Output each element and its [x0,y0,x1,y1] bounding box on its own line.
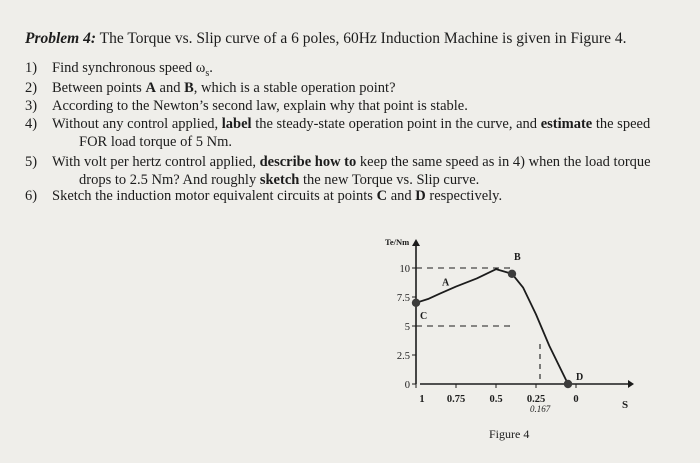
question-number: 6) [25,188,38,204]
x-tick-label: 1 [419,394,425,405]
question-number: 1) [25,60,38,76]
point-b [508,270,516,278]
question-text-part: Sketch the induction motor equivalent circuits at points [52,188,377,204]
point-c [412,299,420,307]
question-text-part: , which is a stable operation point? [193,80,396,96]
question-text-part: ω [195,60,206,76]
question-text-part: Find synchronous speed [52,60,196,76]
question-text-part: . [209,60,213,76]
figure-caption: Figure 4 [489,427,530,441]
x-tick-label: 0.5 [489,394,503,405]
question-text-part: B [184,80,194,96]
question-text-part: keep the same speed as in 4) when the load torque [356,154,651,170]
y-tick-label: 0 [404,380,410,391]
slip-annotation: 0.167 [530,404,551,414]
point-label: B [514,251,521,263]
question-text-part: sketch [259,172,300,188]
question-number: 5) [25,154,38,170]
x-axis-label: S [622,399,629,411]
question-text-part: C [376,188,388,204]
point-label: C [420,310,428,322]
y-tick-label: 5 [404,322,410,333]
problem-label: Problem 4: [25,30,97,47]
question-text-part: According to the Newton’s second law, explain why that point is stable. [52,98,468,114]
question-number: 3) [25,98,38,114]
point-label: A [442,277,450,289]
question-text-part: describe how to [259,154,357,170]
question-number: 4) [25,116,38,132]
question-text-part: s [205,67,210,79]
question-text-part: D [415,188,426,204]
y-axis-label: Te/Nm [385,237,410,247]
question-text-part: With volt per hertz control applied, [52,154,260,170]
y-axis-arrow-icon [412,239,420,246]
question-text-part: Without any control applied, [52,116,222,132]
question-text-part: the speed [592,116,651,132]
question-text-part: label [221,116,252,132]
torque-slip-curve [416,269,568,384]
question-text-part: estimate [540,116,593,132]
question-text-part: Between points [52,80,146,96]
y-tick-label: 2.5 [396,351,410,362]
question-continuation: FOR load torque of 5 Nm. [79,134,233,150]
x-tick-label: 0 [573,394,579,405]
question-text-part: the steady-state operation point in the curve, and [251,116,541,132]
problem-statement: The Torque vs. Slip curve of a 6 poles, 60Hz Induction Machine is given in Figure 4. [99,30,627,47]
question-text-part: A [145,80,156,96]
question-text-part: and [387,188,416,204]
x-axis-arrow-icon [628,380,634,388]
x-tick-label: 0.75 [446,394,466,405]
question-text-part: drops to 2.5 Nm? And roughly [79,172,260,188]
x-tick-label: 0.25 [526,394,546,405]
question-text-part: the new Torque vs. Slip curve. [299,172,480,188]
question-text-part: and [155,80,185,96]
point-d [564,380,572,388]
question-number: 2) [25,80,38,96]
y-tick-label: 10 [399,264,410,275]
question-text-part: respectively. [425,188,503,204]
point-label: D [576,372,584,383]
y-tick-label: 7.5 [396,293,410,304]
